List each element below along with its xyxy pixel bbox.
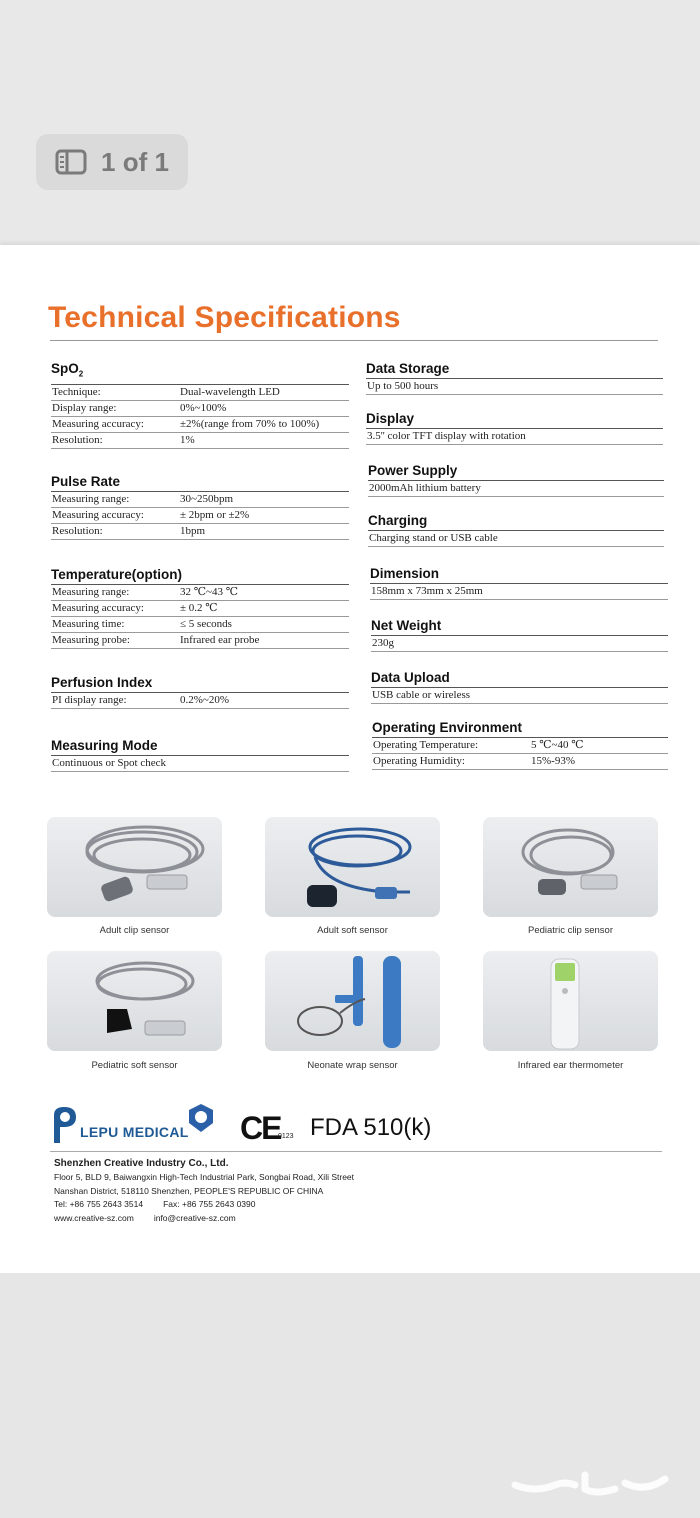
company-email: info@creative-sz.com <box>153 1212 236 1223</box>
spec-section-net-weight <box>371 618 668 652</box>
company-fax: Fax: +86 755 2643 0390 <box>163 1199 256 1209</box>
spec-section-pulse-rate <box>51 474 349 540</box>
section-title: Data Storage <box>366 361 663 379</box>
spec-row: Resolution: 1% <box>51 433 349 449</box>
brand-name: LEPU MEDICAL <box>80 1124 189 1140</box>
product-image-pediatric-soft-sensor <box>47 951 222 1051</box>
spec-row: Measuring probe: Infrared ear probe <box>51 633 349 649</box>
document-page[interactable] <box>0 245 700 1273</box>
spec-row: PI display range: 0.2%~20% <box>51 693 349 709</box>
footer-divider <box>50 1151 662 1152</box>
spec-row: Measuring accuracy: ± 0.2 ℃ <box>51 601 349 617</box>
spec-section-data-upload <box>371 670 668 704</box>
spec-row: Measuring accuracy: ± 2bpm or ±2% <box>51 508 349 524</box>
spec-row: Measuring range: 32 ℃~43 ℃ <box>51 585 349 601</box>
spec-section-data-storage <box>366 361 663 395</box>
sidebar-panel-icon <box>55 149 87 175</box>
spec-row: Measuring accuracy: ±2%(range from 70% to 100%) <box>51 417 349 433</box>
section-title: Dimension <box>370 566 668 584</box>
product-caption: Infrared ear thermometer <box>517 1060 624 1071</box>
company-address-line: Floor 5, BLD 9, Baiwangxin High-Tech Industrial Park, Songbai Road, Xili Street <box>54 1172 355 1182</box>
spec-row: Charging stand or USB cable <box>368 531 664 547</box>
product-image-neonate-wrap-sensor <box>265 951 440 1051</box>
ear-thermometer-icon <box>483 951 658 1051</box>
spec-row: Technique: Dual-wavelength LED <box>51 385 349 401</box>
company-info <box>54 1157 354 1225</box>
spec-section-power-supply <box>368 463 664 497</box>
ce-notified-body-number: 0123 <box>278 1133 294 1140</box>
product-caption: Adult soft sensor <box>317 925 388 936</box>
spec-row: Display range: 0%~100% <box>51 401 349 417</box>
fda-clearance: FDA 510(k) <box>310 1114 432 1141</box>
spec-section-perfusion-index <box>51 675 349 709</box>
certification-logos <box>50 1100 670 1150</box>
page-title: Technical Specifications <box>48 301 401 334</box>
adult-clip-sensor-icon <box>47 817 222 917</box>
section-title: SpO$_2$ <box>51 361 349 385</box>
lepu-logo-icon <box>50 1105 78 1145</box>
section-title: Operating Environment <box>372 720 668 738</box>
ce-mark-icon: CE <box>240 1110 281 1146</box>
page-counter-label: 1 of 1 <box>101 146 169 177</box>
product-image-pediatric-clip-sensor <box>483 817 658 917</box>
spec-row: Operating Humidity: 15%-93% <box>372 754 668 770</box>
spec-row: 3.5'' color TFT display with rotation <box>366 429 663 445</box>
spec-section-spo2 <box>51 361 349 449</box>
spec-section-measuring-mode <box>51 738 349 772</box>
spec-row: Operating Temperature: 5 ℃~40 ℃ <box>372 738 668 754</box>
product-caption: Pediatric clip sensor <box>527 925 613 936</box>
haraj-watermark-logo <box>505 1455 675 1503</box>
company-address-line: Nanshan District, 518110 Shenzhen, PEOPLE'S REPUBLIC OF CHINA <box>54 1185 324 1196</box>
product-caption: Pediatric soft sensor <box>91 1060 178 1071</box>
spec-row: Measuring range: 30~250bpm <box>51 492 349 508</box>
tuv-certification-icon <box>188 1103 214 1133</box>
spec-row: Continuous or Spot check <box>51 756 349 772</box>
product-image-adult-soft-sensor <box>265 817 440 917</box>
spec-row: Measuring time: ≤ 5 seconds <box>51 617 349 633</box>
section-title: Power Supply <box>368 463 664 481</box>
spec-section-charging <box>368 513 664 547</box>
section-title: Pulse Rate <box>51 474 349 492</box>
page-counter-button[interactable] <box>36 134 188 190</box>
company-tel: Tel: +86 755 2643 3514 <box>54 1199 144 1209</box>
section-title: Charging <box>368 513 664 531</box>
title-divider <box>50 340 658 341</box>
company-website: www.creative-sz.com <box>54 1212 134 1223</box>
section-title: Perfusion Index <box>51 675 349 693</box>
product-image-infrared-ear-thermometer <box>483 951 658 1051</box>
spec-section-dimension <box>370 566 668 600</box>
company-phone-line <box>54 1198 354 1212</box>
neonate-wrap-sensor-icon <box>265 951 440 1051</box>
section-title: Display <box>366 411 663 429</box>
adult-soft-sensor-icon <box>265 817 440 917</box>
spec-section-temperature <box>51 567 349 649</box>
spec-row: Resolution: 1bpm <box>51 524 349 540</box>
spec-row: Up to 500 hours <box>366 379 663 395</box>
pediatric-clip-sensor-icon <box>483 817 658 917</box>
pediatric-soft-sensor-icon <box>47 951 222 1051</box>
section-title: Data Upload <box>371 670 668 688</box>
spec-section-operating-environment <box>372 720 668 770</box>
product-caption: Adult clip sensor <box>99 925 170 936</box>
product-image-adult-clip-sensor <box>47 817 222 917</box>
company-web-line <box>54 1212 354 1226</box>
section-title: Temperature(option) <box>51 567 349 585</box>
spec-row: USB cable or wireless <box>371 688 668 704</box>
section-title: Net Weight <box>371 618 668 636</box>
spec-row: 158mm x 73mm x 25mm <box>370 584 668 600</box>
company-name: Shenzhen Creative Industry Co., Ltd. <box>54 1158 229 1169</box>
section-title: Measuring Mode <box>51 738 349 756</box>
product-caption: Neonate wrap sensor <box>307 1060 398 1071</box>
spec-row: 230g <box>371 636 668 652</box>
viewer-top-bar <box>0 0 700 245</box>
spec-section-display <box>366 411 663 445</box>
spec-row: 2000mAh lithium battery <box>368 481 664 497</box>
